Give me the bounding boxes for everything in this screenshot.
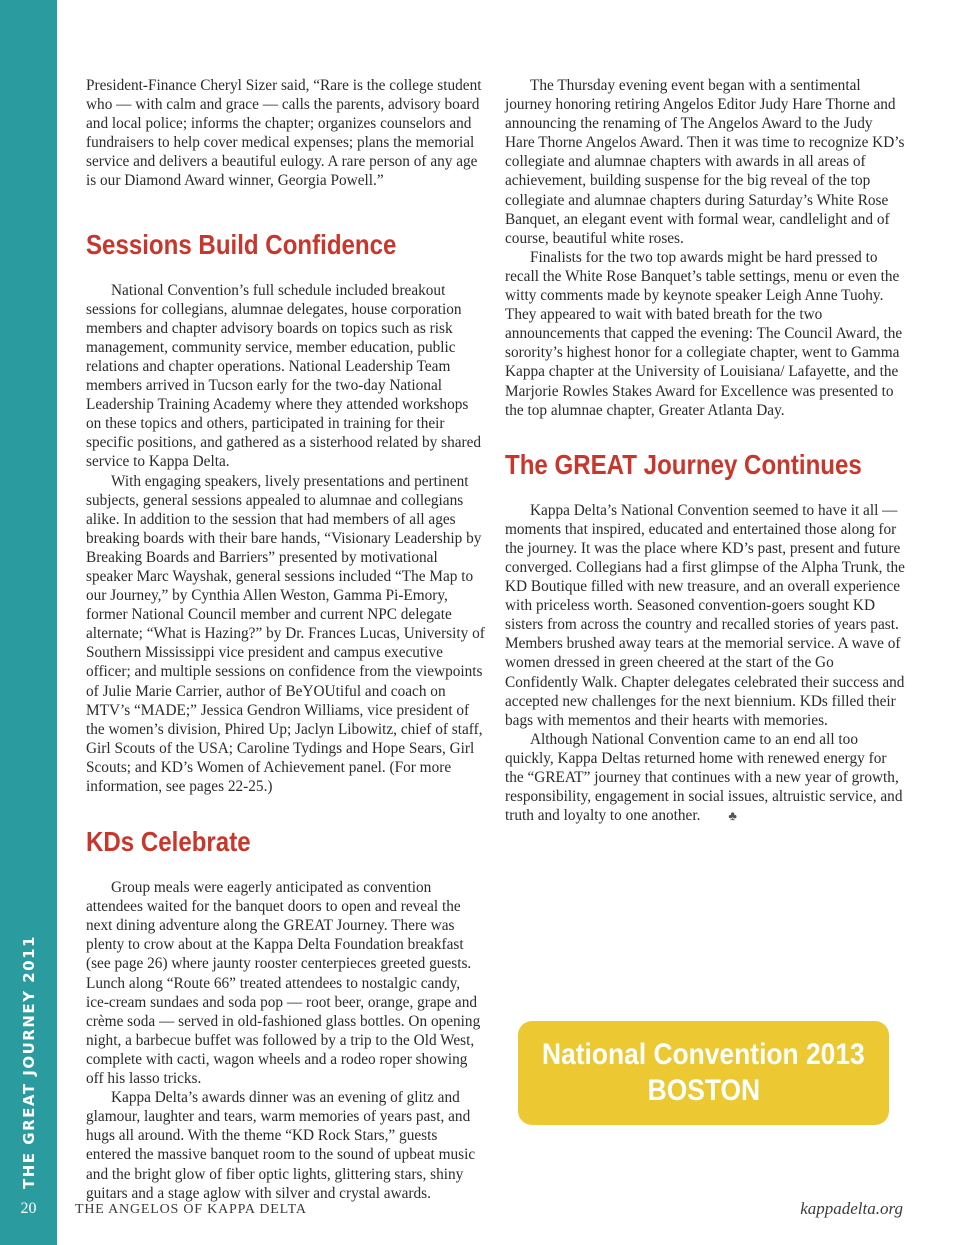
paragraph: National Convention’s full schedule included breakout sessions for collegians, alumnae delegates, house corporation members and chapter advisory boards on topics such as risk management, community service, member education, public relations and chapter operations. National Leadership Team members arrived in Tucson early for the two-day National Leadership Training Academy where they attended workshops on these topics and others, participated in training for their specific positions, and gathered as a sisterhood related by shared service to Kappa Delta. [86, 281, 482, 471]
side-title: THE GREAT JOURNEY 2011 [20, 935, 38, 1189]
promo-box [518, 1021, 889, 1125]
end-mark-icon: ♣ [728, 808, 737, 824]
paragraph: Kappa Delta’s National Convention seemed to have it all — moments that inspired, educated and entertained those along for the journey. It was the place where KD’s past, present and future converged. Collegians had a first glimpse of the Alpha Trunk, the KD Boutique filled with new treasure, and an overall experience with priceless worth. Seasoned convention-goers sought KD sisters from across the country and recalled stories of years past. Members brushed away tears at the memorial service. A wave of women dressed in green cheered at the start of the Go Confidently Walk. Chapter delegates celebrated their success and accepted new challenges for the next biennium. KDs filled their bags with mementos and their hearts with memories. [505, 501, 905, 729]
promo-line1: National Convention 2013 [542, 1038, 865, 1071]
section-heading-sessions: Sessions Build Confidence [86, 228, 397, 260]
page-number: 20 [20, 1200, 37, 1217]
final-paragraph [505, 730, 905, 825]
paragraph: Group meals were eagerly anticipated as convention attendees waited for the banquet doors to open and reveal the next dining adventure along the GREAT Journey. There was plenty to crow about at the Kappa Delta Foundation breakfast (see page 26) where jaunty rooster centerpieces greeted guests. Lunch along “Route 66” treated attendees to nostalgic candy, ice-cream sundaes and soda pop — root beer, orange, grape and crème soda — served in old-fashioned glass bottles. On opening night, a barbecue buffet was followed by a trip to the Old West, complete with cacti, wagon wheels and a rodeo roper showing off his lasso tricks. [86, 879, 481, 1088]
section-heading-journey: The GREAT Journey Continues [505, 448, 862, 480]
side-bar [0, 0, 57, 1245]
footer-url[interactable]: kappadelta.org [800, 1199, 903, 1218]
footer-publication: THE ANGELOS OF KAPPA DELTA [75, 1202, 307, 1217]
section-heading-celebrate: KDs Celebrate [86, 826, 251, 858]
paragraph: With engaging speakers, lively presentations and pertinent subjects, general sessions appealed to alumnae and collegians alike. In addition to the session that had members of all ages breaking boards with their bare hands, “Visionary Leadership by Breaking Boards and Barriers” presented by motivational speaker Marc Wayshak, general sessions included “The Map to our Journey,” by Cynthia Allen Weston, Gamma Pi-Emory, former National Council member and current NPC delegate alternate; “What is Hazing?” by Dr. Frances Lucas, University of Southern Mississippi vice president and campus executive officer; and multiple sessions on confidence from the viewpoints of Julie Marie Carrier, author of BeYOUtiful and coach on MTV’s “MADE;” Jessica Gendron Williams, vice president of the women’s division, Phired Up; Jaclyn Libowitz, chief of staff, Girl Scouts of the USA; Caroline Tydings and Hope Sears, Girl Scouts; and KD’s Women of Achievement panel. (For more information, see pages 22-25.) [86, 472, 485, 795]
promo-line2: BOSTON [647, 1074, 760, 1107]
right-column [505, 76, 905, 825]
left-column [86, 76, 486, 1203]
paragraph: Finalists for the two top awards might be hard pressed to recall the White Rose Banquet’s table settings, menu or even the witty comments made by keynote speaker Leigh Anne Tuohy. They appeared to wait with bated breath for the two announcements that capped the evening: The Council Award, the sorority’s highest honor for a collegiate chapter, went to Gamma Kappa chapter at the University of Louisiana/ Lafayette, and the Marjorie Rowles Stakes Award for Excellence was presented to the top alumnae chapter, Greater Atlanta Day. [505, 248, 903, 419]
final-paragraph-text: Although National Convention came to an end all too quickly, Kappa Deltas returned home with renewed energy for the “GREAT” journey that continues with a new year of growth, responsibility, engagement in social issues, altruistic service, and truth and loyalty to one another. [505, 730, 903, 825]
paragraph: The Thursday evening event began with a sentimental journey honoring retiring Angelos Editor Judy Hare Thorne and announcing the renaming of The Angelos Award to the Judy Hare Thorne Angelos Award. Then it was time to recognize KD’s collegiate and alumnae chapters with awards in all areas of achievement, building suspense for the big reveal of the top collegiate and alumnae chapters during Saturday’s White Rose Banquet, an elegant event with formal wear, candlelight and of course, beautiful white roses. [505, 77, 905, 247]
intro-paragraph: President-Finance Cheryl Sizer said, “Rare is the college student who — with calm and grace — calls the parents, advisory board and local police; informs the chapter; organizes counselors and fundraisers to help cover medical expenses; plans the memorial service and delivers a beautiful eulogy. A rare person of any age is our Diamond Award winner, Georgia Powell.” [86, 77, 482, 190]
paragraph: Kappa Delta’s awards dinner was an evening of glitz and glamour, laughter and tears, warm memories of years past, and hugs all around. With the theme “KD Rock Stars,” guests entered the massive banquet room to the sound of upbeat music and the bright glow of fiber optic lights, glittering stars, shiny guitars and a stage aglow with silver and crystal awards. [86, 1089, 476, 1202]
